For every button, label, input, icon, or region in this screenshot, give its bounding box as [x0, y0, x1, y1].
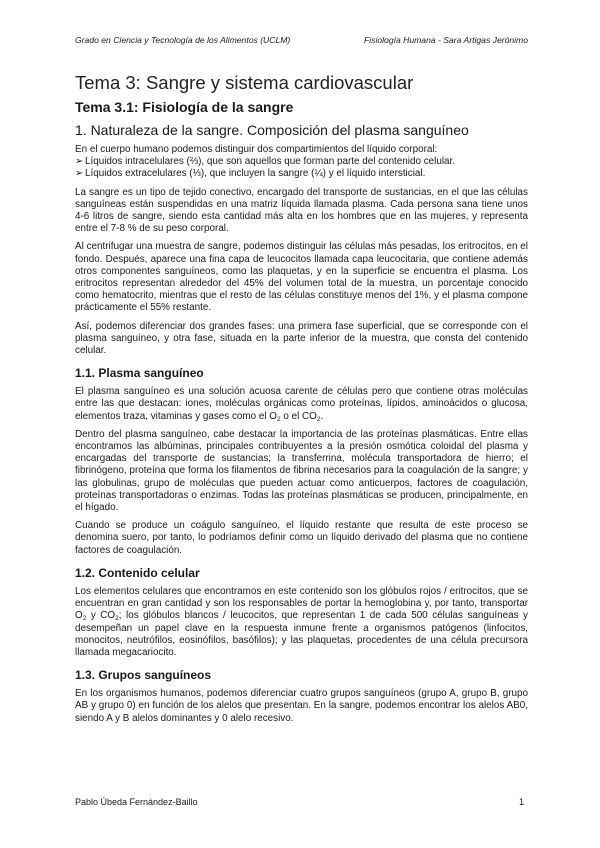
- document-title: Tema 3: Sangre y sistema cardiovascular: [75, 72, 414, 93]
- list-item: [75, 168, 528, 180]
- paragraph-serum: Cuando se produce un coágulo sanguíneo, el líquido restante que resulta de este proceso se denomina suero, por tanto, lo podríamos definir como un líquido derivado del plasma que no contiene factores de coagulación.: [75, 520, 528, 556]
- paragraph-centrifuge: Al centrifugar una muestra de sangre, podemos distinguir las células más pesadas, los eritrocitos, en el fondo. Después, aparece una fina capa de leucocitos llamada capa leucocitaria, que contiene además otros componentes sanguíneos, como las plaquetas, y en la superficie se encuentra el plasma. Los eritrocitos representan alrededor del 45% del volumen total de la muestra, un porcentaje conocido como hematocrito, mientras que el resto de las células constituye menos del 1%, y el plasma compone prácticamente el 55% restante.: [75, 241, 528, 314]
- page-footer: [75, 797, 528, 811]
- paragraph-cells: Los elementos celulares que encontramos en este contenido son los glóbulos rojos / eritrocitos, que se encuentran en gran cantidad y son los responsables de portar la hemoglobina y, por tanto, transportar $O_2$ y $CO_2$; los glóbulos blancos / leucocitos, que representan 1 de cada 500 células sanguíneas y desempeñan un papel clave en la respuesta inmune frente a organismos patógenos (linfocitos, monocitos, neutrófilos, eosinófilos, basófilos); y las plaquetas, procedentes de una célula precursora llamada megacariocito.: [75, 585, 528, 658]
- paragraph-plasma-proteins: Dentro del plasma sanguíneo, cabe destacar la importancia de las proteínas plasmáticas. Entre ellas encontramos las albúminas, principales contribuyentes a la presión osmótica coloidal del plasma y encargadas del transporte de sustancias; la transferrina, molécula transportadora de hierro; el fibrinógeno, proteína que forma los filamentos de fibrina necesarios para la coagulación de la sangre; y las globulinas, grupo de moléculas que pueden actuar como anticuerpos, factores de coagulación, proteínas transportadoras o enzimas. Todas las proteínas plasmáticas se producen, principalmente, en el hígado.: [75, 428, 528, 514]
- paragraph-phases: Así, podemos diferenciar dos grandes fases: una primera fase superficial, que se corresponde con el plasma sanguíneo, y otra fase, situada en la parte inferior de la muestra, que consta del contenido celular.: [75, 320, 528, 357]
- list-item-text: Líquidos intracelulares (⅔), que son aquellos que forman parte del contenido celular.: [85, 156, 455, 168]
- arrow-bullet-icon: ➢: [75, 168, 84, 180]
- footer-author: Pablo Úbeda Fernández-Baillo: [75, 797, 198, 807]
- header-subject: Fisiología Humana - Sara Artigas Jerónimo: [364, 35, 528, 45]
- subsection-heading-blood-groups: 1.3. Grupos sanguíneos: [75, 668, 212, 683]
- document-body: [75, 71, 528, 731]
- arrow-bullet-icon: ➢: [75, 156, 84, 168]
- header-course: Grado en Ciencia y Tecnología de los Alimentos (UCLM): [75, 35, 291, 45]
- page-number: 1: [518, 797, 524, 807]
- paragraph-blood-groups: En los organismos humanos, podemos diferenciar cuatro grupos sanguíneos (grupo A, grupo B, grupo AB y grupo 0) en función de los alelos que presentan. En la sangre, podemos encontrar los alelos AB0, siendo A y B alelos dominantes y 0 alelo recesivo.: [75, 688, 528, 724]
- list-item: [75, 156, 528, 168]
- fluid-compartments-list: [75, 156, 528, 180]
- subsection-heading-cells: 1.2. Contenido celular: [75, 565, 200, 580]
- paragraph-blood-definition: La sangre es un tipo de tejido conectivo, encargado del transporte de sustancias, en el que las células sanguíneas están suspendidas en una matriz líquida llamada plasma. Cada persona sana tiene unos 4-6 litros de sangre, siendo esta cantidad más alta en los hombres que en las mujeres, y representa entre el 7-8 % de su peso corporal.: [75, 186, 528, 235]
- page-header: [75, 35, 528, 49]
- paragraph-plasma: El plasma sanguíneo es una solución acuosa carente de células pero que contiene otras moléculas entre las que destacan: iones, moléculas orgánicas como proteínas, lípidos, aminoácidos o glucosa, elementos traza, vitaminas y gases como el $O_2$ o el $CO_2$.: [75, 386, 528, 423]
- section-heading: 1. Naturaleza de la sangre. Composición del plasma sanguíneo: [75, 122, 469, 138]
- document-subtitle: Tema 3.1: Fisiología de la sangre: [75, 99, 294, 115]
- list-item-text: Líquidos extracelulares (⅓), que incluyen la sangre (¼) y el líquido intersticial.: [85, 168, 426, 180]
- subsection-heading-plasma: 1.1. Plasma sanguíneo: [75, 366, 204, 381]
- intro-paragraph: En el cuerpo humano podemos distinguir dos compartimientos del líquido corporal:: [75, 144, 438, 155]
